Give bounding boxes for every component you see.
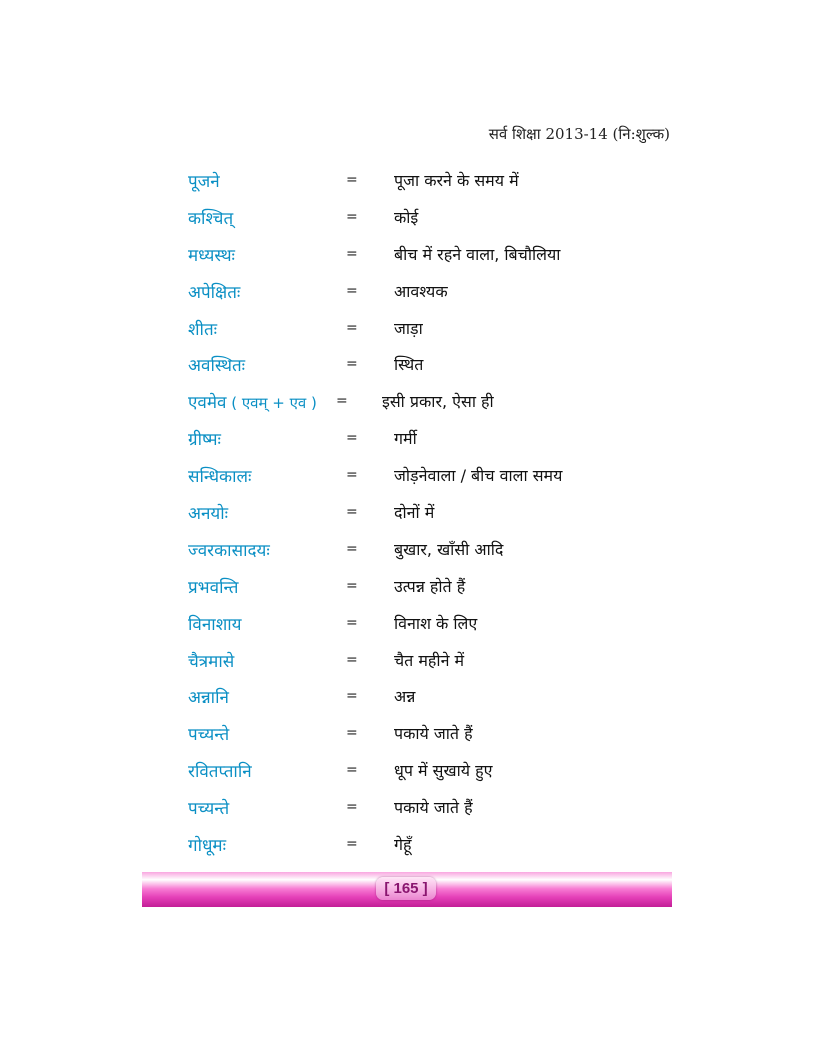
page-header: सर्व शिक्षा 2013-14 (नि:शुल्क) — [488, 125, 670, 143]
glossary-meaning: कोई — [394, 207, 419, 227]
glossary-term: सन्धिकालः — [188, 467, 252, 488]
glossary-row — [0, 829, 816, 866]
glossary-term: पच्यन्ते — [188, 725, 230, 746]
equals-sign: = — [346, 688, 358, 705]
glossary-list — [0, 165, 816, 866]
glossary-term: गोधूमः — [188, 836, 227, 857]
glossary-meaning: पकाये जाते हैं — [394, 798, 473, 818]
glossary-meaning: पकाये जाते हैं — [394, 724, 473, 744]
glossary-meaning: धूप में सुखाये हुए — [394, 761, 493, 781]
glossary-meaning: दोनों में — [394, 503, 435, 523]
glossary-term: पूजने — [188, 172, 220, 192]
glossary-term: चैत्रमासे — [188, 651, 235, 672]
glossary-meaning: बीच में रहने वाला, बिचौलिया — [394, 244, 561, 264]
equals-sign: = — [346, 356, 358, 373]
glossary-meaning: आवश्यक — [394, 281, 448, 301]
glossary-row — [0, 792, 816, 829]
glossary-row — [0, 460, 816, 497]
glossary-row — [0, 349, 816, 386]
glossary-term: अनयोः — [188, 504, 229, 525]
equals-sign: = — [346, 614, 358, 631]
glossary-row — [0, 718, 816, 755]
glossary-term: ग्रीष्मः — [188, 430, 221, 451]
glossary-term-note: ( एवम् + एव ) — [226, 394, 317, 413]
glossary-row — [0, 165, 816, 202]
glossary-meaning: चैत महीने में — [394, 650, 465, 670]
equals-sign: = — [346, 540, 358, 557]
equals-sign: = — [346, 208, 358, 225]
glossary-term: अपेक्षितः — [188, 282, 241, 303]
glossary-term: रवितप्तानि — [188, 762, 252, 783]
glossary-row — [0, 276, 816, 313]
glossary-meaning: इसी प्रकार, ऐसा ही — [382, 392, 494, 412]
equals-sign: = — [346, 504, 358, 521]
glossary-meaning: गर्मी — [394, 429, 417, 449]
glossary-term: पच्यन्ते — [188, 799, 230, 820]
equals-sign: = — [346, 172, 358, 188]
glossary-term: ज्वरकासादयः — [188, 540, 270, 561]
glossary-term: मध्यस्थः — [188, 245, 235, 266]
equals-sign: = — [346, 799, 358, 816]
glossary-meaning: बुखार, खाँसी आदि — [394, 539, 504, 559]
glossary-row — [0, 571, 816, 608]
equals-sign: = — [346, 319, 358, 336]
equals-sign: = — [346, 762, 358, 779]
equals-sign: = — [346, 651, 358, 668]
glossary-row — [0, 386, 816, 423]
glossary-row — [0, 202, 816, 239]
equals-sign: = — [346, 577, 358, 594]
glossary-term: प्रभवन्ति — [188, 577, 239, 598]
glossary-meaning: जोड़नेवाला / बीच वाला समय — [394, 466, 563, 486]
glossary-term-word: एवमेव — [188, 393, 227, 414]
glossary-term: शीतः — [188, 319, 218, 340]
glossary-meaning: जाड़ा — [394, 318, 423, 338]
glossary-term: अन्नानि — [188, 688, 229, 709]
glossary-row — [0, 423, 816, 460]
glossary-term: अवस्थितः — [188, 356, 246, 377]
glossary-meaning: गेहूँ — [394, 835, 412, 855]
equals-sign: = — [336, 393, 348, 410]
glossary-meaning: अन्न — [394, 687, 416, 707]
glossary-meaning: स्थित — [394, 355, 424, 375]
glossary-row — [0, 645, 816, 682]
glossary-meaning: पूजा करने के समय में — [394, 171, 519, 190]
glossary-row — [0, 313, 816, 350]
glossary-meaning: विनाश के लिए — [394, 613, 478, 633]
equals-sign: = — [346, 467, 358, 484]
equals-sign: = — [346, 430, 358, 447]
glossary-meaning: उत्पन्न होते हैं — [394, 576, 466, 596]
equals-sign: = — [346, 245, 358, 262]
glossary-row — [0, 681, 816, 718]
page-number: [ 165 ] — [376, 877, 436, 900]
glossary-row — [0, 497, 816, 534]
glossary-row — [0, 608, 816, 645]
glossary-term: विनाशाय — [188, 614, 242, 635]
glossary-row — [0, 534, 816, 571]
equals-sign: = — [346, 836, 358, 853]
equals-sign: = — [346, 282, 358, 299]
glossary-row — [0, 239, 816, 276]
equals-sign: = — [346, 725, 358, 742]
glossary-term — [188, 390, 317, 413]
glossary-row — [0, 755, 816, 792]
glossary-term: कश्चित् — [188, 208, 234, 229]
